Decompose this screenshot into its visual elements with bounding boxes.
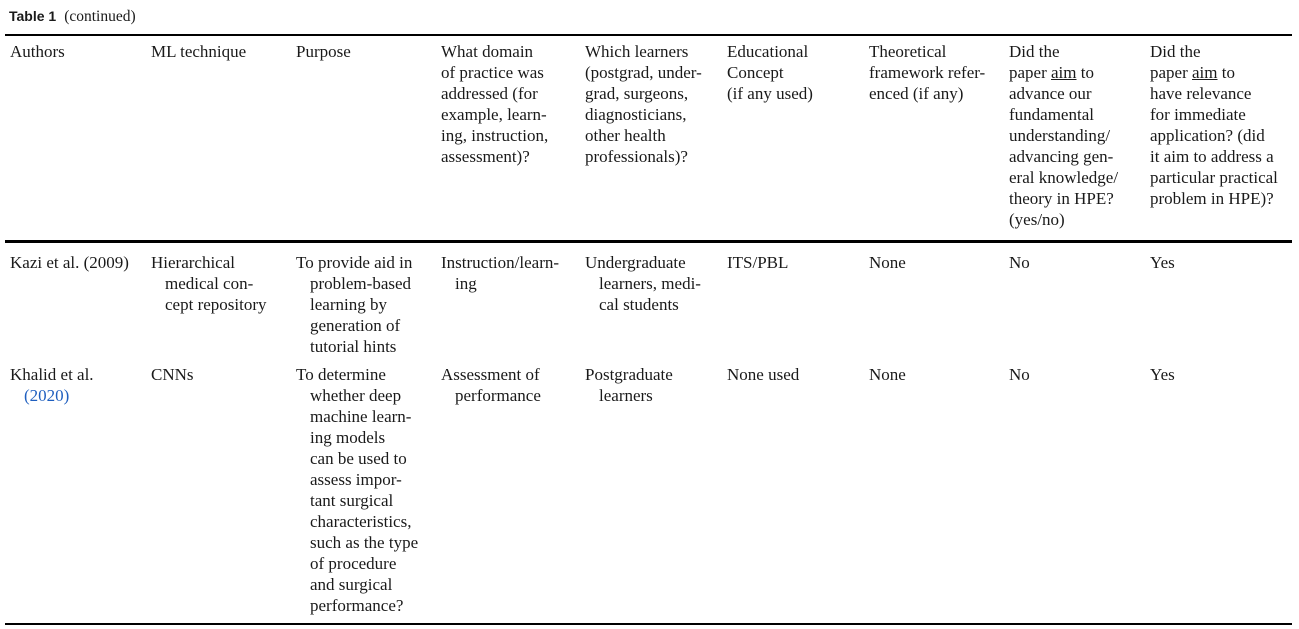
row1-technique: Hierarchical medical con- cept repository [151,253,267,314]
header-immediate-relevance: Did the paper aim to have relevance for immediate application? (did it aim to address a particular practical problem in HPE)? [1150,42,1278,208]
header-theoretical-framework: Theoretical framework refer- enced (if any) [869,42,986,103]
row2-advance: No [1009,365,1030,384]
row2-concept: None used [727,365,800,384]
row1-learners: Undergraduate learners, medi- cal students [585,253,701,314]
top-rule [5,34,1292,36]
row1-framework: None [869,253,906,272]
row1-domain: Instruction/learn- ing [441,253,560,293]
table-caption [9,6,136,27]
table-continued-note: (continued) [64,8,136,25]
header-rule [5,240,1292,243]
aim-emphasis: aim [1192,63,1218,82]
row1-purpose: To provide aid in problem-based learning by generation of tutorial hints [296,253,413,356]
row1-authors: Kazi et al. (2009) [10,253,129,272]
table-label: Table 1 [9,8,57,24]
row2-learners: Postgraduate learners [585,365,673,405]
header-educational-concept: Educational Concept (if any used) [727,42,813,103]
header-advance-understanding: Did the paper aim to advance our fundamental understanding/ advancing gen- eral knowledge/ theory in HPE? (yes/no) [1009,42,1119,229]
row2-domain: Assessment of performance [441,365,541,405]
bottom-rule [5,623,1292,625]
row2-relevance: Yes [1150,365,1175,384]
row2-authors: Khalid et al. (2020) [10,365,94,405]
row2-framework: None [869,365,906,384]
row1-concept: ITS/PBL [727,253,789,272]
row2-purpose: To determine whether deep machine learn- ing models can be used to assess impor- tant surgical characteristics, such as the type of procedure and surgical performance? [296,365,419,615]
header-learners: Which learners (postgrad, under- grad, surgeons, diagnosticians, other health professionals)? [585,42,702,166]
header-authors: Authors [10,42,65,61]
header-ml-technique: ML technique [151,42,247,61]
aim-emphasis: aim [1051,63,1077,82]
row1-advance: No [1009,253,1030,272]
row2-technique: CNNs [151,365,194,384]
header-domain: What domain of practice was addressed (for example, learn- ing, instruction, assessment)? [441,42,549,166]
citation-link[interactable]: (2020) [24,386,70,405]
header-purpose: Purpose [296,42,351,61]
row1-relevance: Yes [1150,253,1175,272]
